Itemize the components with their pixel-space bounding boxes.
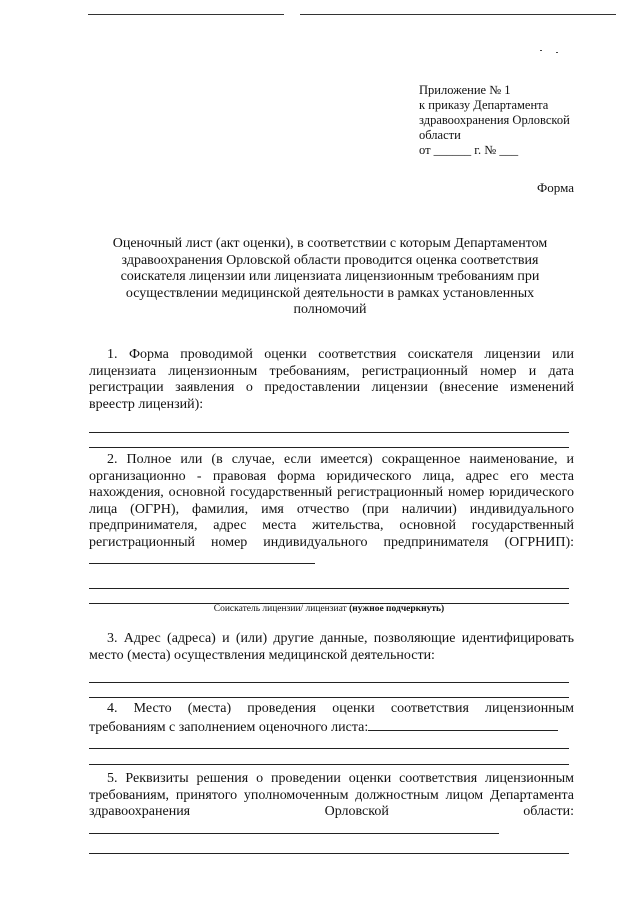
fill-line-inline[interactable] — [89, 551, 315, 564]
form-label: Форма — [537, 180, 574, 195]
applicant-caption — [89, 604, 569, 614]
caption-note: (нужное подчеркнуть) — [349, 604, 445, 614]
appendix-line: Приложение № 1 — [419, 83, 511, 97]
fill-line[interactable] — [89, 697, 569, 698]
section-5 — [89, 771, 574, 839]
scan-speck — [556, 52, 558, 53]
caption-text: Соискатель лицензии/ лицензиат — [213, 604, 350, 614]
section-1-text: 1. Форма проводимой оценки соответствия соискателя лицензии или лицензиата лицензионным требованиям, регистрационный номер и дата регистрации заявления о предоставлении лицензии (внесение изменений вреестр лицензий): — [89, 347, 574, 412]
fill-line[interactable] — [89, 853, 569, 854]
section-4 — [89, 701, 574, 736]
appendix-block — [419, 83, 589, 158]
fill-line-inline[interactable] — [89, 821, 499, 834]
appendix-date-line: от ______ г. № ___ — [419, 143, 519, 157]
section-2-body: 2. Полное или (в случае, если имеется) сокращенное наименование, и организационно - правовая форма юридического лица, адрес его места нахождения, основной государственный регистрационный номер юридического лица (ОГРН), фамилия, имя отчество (при наличии) индивидуального предпринимателя, адрес места жительства, основной государственный регистрационный номер индивидуального предпринимателя (ОГРНИП): — [89, 452, 574, 550]
fill-line[interactable] — [89, 432, 569, 433]
document-title: Оценочный лист (акт оценки), в соответствии с которым Департаментом здравоохранения Орловской области проводится оценка соответствия соискателя лицензии или лицензиата лицензионным требованиям при осуществлении медицинской деятельности в рамках установленных полномочий — [112, 236, 548, 317]
appendix-line: области — [419, 128, 461, 142]
scan-artifact-line — [88, 14, 284, 15]
section-4-text — [89, 701, 574, 736]
section-3-text: 3. Адрес (адреса) и (или) другие данные, позволяющие идентифицировать место (места) осуществления медицинской деятельности: — [89, 631, 574, 663]
appendix-line: к приказу Департамента — [419, 98, 549, 112]
scan-artifact-line — [300, 14, 616, 15]
scan-speck — [540, 50, 542, 51]
section-3 — [89, 631, 574, 664]
section-2 — [89, 452, 574, 570]
fill-line-inline[interactable] — [368, 718, 558, 731]
appendix-line: здравоохранения Орловской — [419, 113, 570, 127]
fill-line[interactable] — [89, 588, 569, 589]
section-1 — [89, 347, 574, 413]
section-5-text — [89, 771, 574, 839]
fill-line[interactable] — [89, 447, 569, 448]
section-5-body: 5. Реквизиты решения о проведении оценки соответствия лицензионным требованиям, принятого уполномоченным должностным лицом Департамента здравоохранения Орловской области: — [89, 771, 574, 819]
section-2-text — [89, 452, 574, 570]
fill-line[interactable] — [89, 764, 569, 765]
section-4-body: 4. Место (места) проведения оценки соответствия лицензионным требованиям с заполнением оценочного листа: — [89, 701, 574, 735]
fill-line[interactable] — [89, 748, 569, 749]
fill-line[interactable] — [89, 682, 569, 683]
